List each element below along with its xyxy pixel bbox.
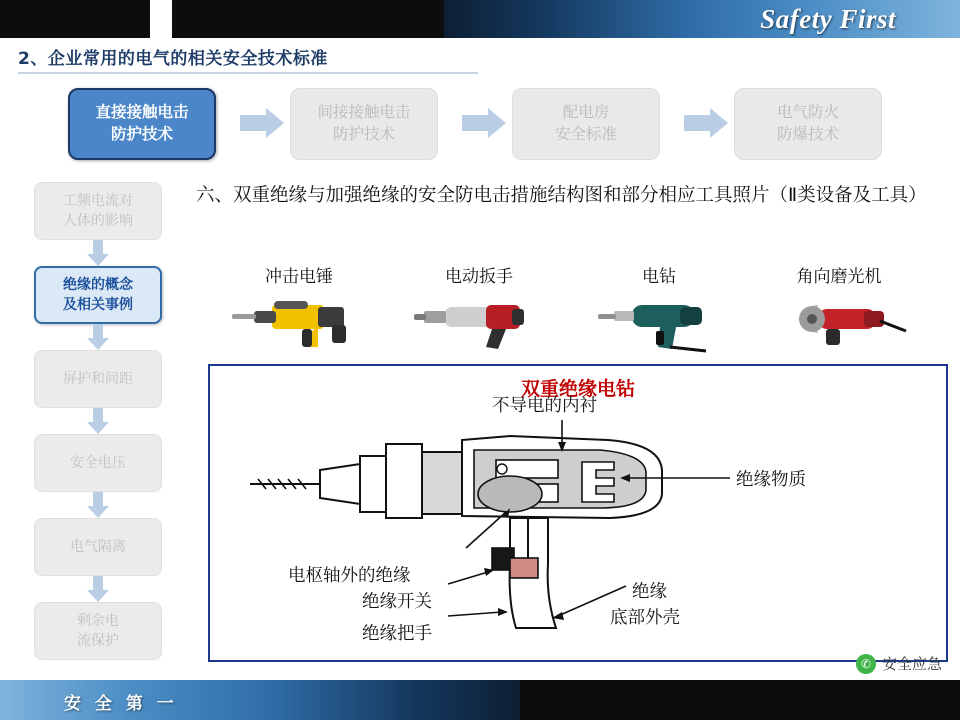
rotary-hammer-photo [214,291,384,353]
bottom-block [520,680,960,720]
sidebar-arrow-down-3 [34,408,162,434]
sidebar-item-6-line2: 流保护 [77,632,119,648]
watermark [856,653,942,674]
flow-arrow-right-2 [462,108,506,138]
flow-box-4-line1: 电气防火 [776,103,839,121]
flow-box-2-line1: 间接接触电击 [317,103,411,121]
sidebar-item-frequency-current[interactable] [34,182,162,240]
sidebar-item-5-line1: 电气隔离 [70,538,126,555]
tool-label-4: 角向磨光机 [796,267,882,287]
flow-box-fire-explosion[interactable] [734,88,882,160]
banner-block-left [0,0,150,38]
main-paragraph: 六、双重绝缘与加强绝缘的安全防电击措施结构图和部分相应工具照片（Ⅱ类设备及工具） [196,185,927,206]
diagram-label-armature-shaft: 电枢轴外的绝缘 [288,566,411,586]
sidebar-item-3-line1: 屏护和间距 [63,370,133,387]
diagram-label-handle: 绝缘把手 [362,624,432,644]
sidebar-item-insulation-concept[interactable] [34,266,162,324]
sidebar-item-safe-voltage[interactable] [34,434,162,492]
flow-box-3-line1: 配电房 [562,103,610,121]
flow-box-1-line1: 直接接触电击 [95,103,189,121]
flow-box-3-line2: 安全标准 [554,126,617,143]
sidebar-item-residual-current[interactable] [34,602,162,660]
sidebar-item-2-line1: 绝缘的概念 [63,276,133,293]
bottom-banner [0,680,960,720]
top-banner [0,0,960,38]
banner-block-mid [172,0,444,38]
electric-drill-photo [574,291,744,353]
diagram-label-bottom-shell-line2: 底部外壳 [610,608,680,628]
sidebar-item-1-line1: 工频电流对 [63,192,133,209]
flow-box-4-line2: 防爆技术 [776,126,839,143]
angle-grinder-photo [754,291,924,353]
sidebar-item-2-line2: 及相关事例 [63,296,133,312]
top-flow-chart [68,88,948,164]
sidebar-flow [34,182,166,660]
flow-arrow-right-1 [240,108,284,138]
sidebar-arrow-down-1 [34,240,162,266]
sidebar-item-1-line2: 人体的影响 [63,212,133,228]
diagram-label-lining: 不导电的内衬 [492,396,597,416]
diagram-title: 双重绝缘电钻 [520,378,635,400]
flow-box-indirect-contact[interactable] [290,88,438,160]
flow-arrow-right-3 [684,108,728,138]
sidebar-arrow-down-5 [34,576,162,602]
tool-item-rotary-hammer [214,262,384,353]
sidebar-arrow-down-2 [34,324,162,350]
tool-label-3: 电钻 [642,267,676,287]
sidebar-item-4-line1: 安全电压 [70,454,126,471]
impact-wrench-photo [394,291,564,353]
diagram-panel [208,364,948,662]
main-content [196,182,948,211]
sidebar-item-6-line1: 剩余电 [77,612,119,629]
wechat-icon: ✆ [856,654,876,674]
tool-item-electric-drill [574,262,744,353]
diagram-label-bottom-shell-line1: 绝缘 [632,582,667,602]
sidebar-item-shielding-spacing[interactable] [34,350,162,408]
tool-label-1: 冲击电锤 [265,267,333,287]
page-title: 2、企业常用的电气的相关安全技术标准 [18,44,478,74]
brand-title: Safety First [760,4,896,34]
diagram-label-insulating-material: 绝缘物质 [736,470,806,490]
tool-photo-row [214,262,954,362]
tool-item-angle-grinder [754,262,924,353]
diagram-label-switch: 绝缘开关 [362,592,432,612]
flow-box-2-line2: 防护技术 [332,126,395,143]
watermark-label: 安全应急 [881,655,942,673]
flow-box-substation[interactable] [512,88,660,160]
tool-label-2: 电动扳手 [445,267,513,287]
tool-item-impact-wrench [394,262,564,353]
sidebar-item-electrical-isolation[interactable] [34,518,162,576]
flow-box-direct-contact[interactable] [68,88,216,160]
footer-slogan: 安 全 第 一 [64,694,178,714]
flow-box-1-line2: 防护技术 [110,126,173,143]
sidebar-arrow-down-4 [34,492,162,518]
